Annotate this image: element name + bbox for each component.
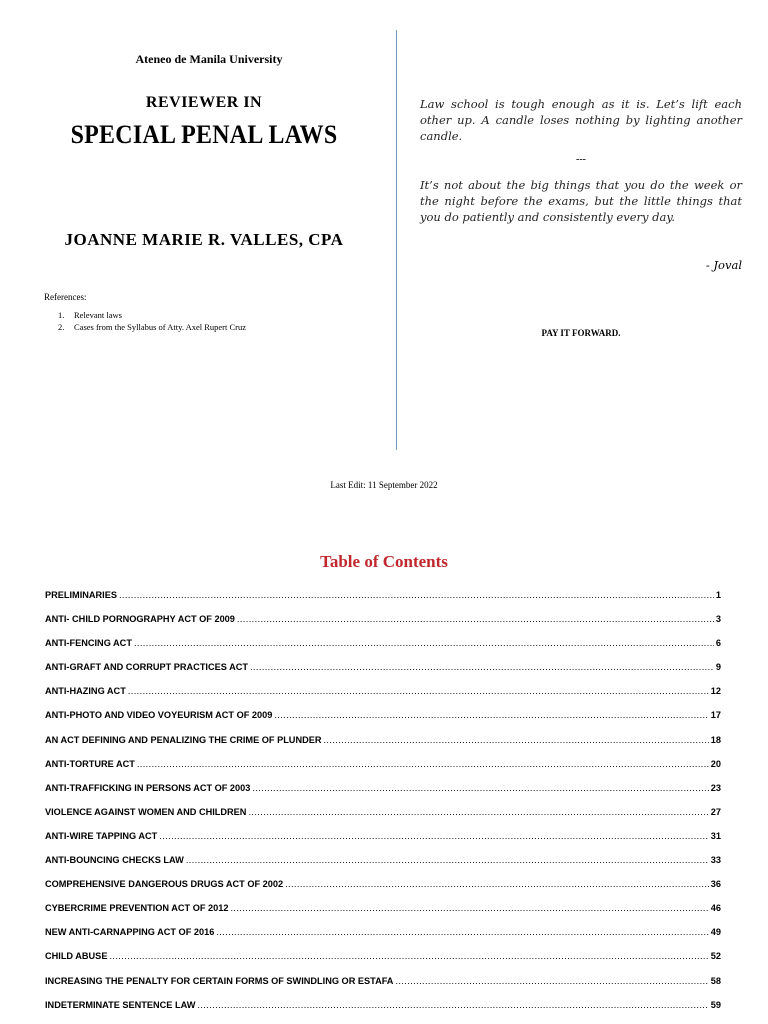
toc-leader-dots <box>159 831 708 841</box>
toc-entry-title: CYBERCRIME PREVENTION ACT OF 2012 <box>45 903 229 914</box>
toc-entry[interactable] <box>45 783 721 807</box>
toc-entry[interactable] <box>45 855 721 879</box>
quote-candle: Law school is tough enough as it is. Let’s lift each other up. A candle loses nothing by lighting another candle. <box>420 97 742 143</box>
quote-consistency: It’s not about the big things that you do the week or the night before the exams, but the little things that you do patiently and consistently every day. <box>420 178 742 224</box>
toc-entry-page: 12 <box>710 686 721 697</box>
toc-entry[interactable] <box>45 1000 721 1024</box>
toc-entry[interactable] <box>45 662 721 686</box>
reference-item <box>58 310 246 320</box>
toc-entry-title: PRELIMINARIES <box>45 590 117 600</box>
author-name: JOANNE MARIE R. VALLES, CPA <box>64 230 344 249</box>
toc-entry-title: ANTI-HAZING ACT <box>45 686 126 697</box>
toc-entry[interactable] <box>45 614 721 638</box>
toc-entry[interactable] <box>45 951 721 975</box>
toc-entry-page: 49 <box>710 927 721 938</box>
toc-entry-page: 31 <box>710 830 721 841</box>
toc-entry-page: 3 <box>715 614 721 625</box>
references-label: References: <box>44 292 87 302</box>
quote-signature: - Joval <box>705 258 742 272</box>
toc-entry-title: ANTI-PHOTO AND VIDEO VOYEURISM ACT OF 2009 <box>45 710 273 721</box>
toc-entry-title: COMPREHENSIVE DANGEROUS DRUGS ACT OF 2002 <box>45 879 284 890</box>
toc-entry-page: 36 <box>710 879 721 890</box>
toc-entry-title: CHILD ABUSE <box>45 951 108 962</box>
toc-entry-title: INCREASING THE PENALTY FOR CERTAIN FORMS OF SWINDLING OR ESTAFA <box>45 975 394 986</box>
toc-entry[interactable] <box>45 638 721 662</box>
toc-entry-page: 33 <box>710 855 721 866</box>
references-list <box>58 310 246 334</box>
toc-leader-dots <box>134 638 714 648</box>
toc-entry-title: ANTI-GRAFT AND CORRUPT PRACTICES ACT <box>45 662 248 673</box>
reference-text: Cases from the Syllabus of Atty. Axel Rupert Cruz <box>74 322 247 332</box>
toc-entry-page: 1 <box>715 590 721 600</box>
toc-leader-dots <box>128 686 709 696</box>
toc-entry-page: 23 <box>710 782 721 793</box>
toc-entry-title: ANTI-BOUNCING CHECKS LAW <box>45 855 184 866</box>
toc-leader-dots <box>252 783 708 793</box>
toc-entry[interactable] <box>45 976 721 1000</box>
toc-leader-dots <box>197 1000 708 1010</box>
toc-entry[interactable] <box>45 903 721 927</box>
toc-entry-title: INDETERMINATE SENTENCE LAW <box>45 999 196 1010</box>
toc-entry-title: VIOLENCE AGAINST WOMEN AND CHILDREN <box>45 806 247 817</box>
toc-entry-title: AN ACT DEFINING AND PENALIZING THE CRIME OF PLUNDER <box>45 734 322 745</box>
reference-text: Relevant laws <box>74 310 122 320</box>
reference-number: 1. <box>58 310 65 320</box>
toc-entry-page: 46 <box>710 903 721 914</box>
reviewer-in-heading: REVIEWER IN <box>145 94 263 111</box>
toc-entry[interactable] <box>45 759 721 783</box>
toc-entry-title: ANTI- CHILD PORNOGRAPHY ACT OF 2009 <box>45 614 235 625</box>
toc-leader-dots <box>248 807 708 817</box>
toc-entry[interactable] <box>45 927 721 951</box>
toc-entry-page: 59 <box>710 999 721 1010</box>
toc-entry-page: 58 <box>710 975 721 986</box>
toc-leader-dots <box>216 927 708 937</box>
toc-leader-dots <box>109 951 708 961</box>
toc-entry-title: ANTI-FENCING ACT <box>45 638 132 649</box>
toc-entry[interactable] <box>45 590 721 614</box>
toc-leader-dots <box>137 759 709 769</box>
toc-leader-dots <box>323 735 708 745</box>
toc-leader-dots <box>186 855 709 865</box>
reference-item <box>58 322 246 332</box>
toc-entry[interactable] <box>45 735 721 759</box>
toc-entry-title: ANTI-WIRE TAPPING ACT <box>45 830 158 841</box>
toc-list <box>45 590 721 1024</box>
toc-entry-page: 20 <box>710 758 721 769</box>
toc-leader-dots <box>274 710 708 720</box>
toc-entry[interactable] <box>45 686 721 710</box>
toc-entry-page: 9 <box>715 662 721 673</box>
university-name: Ateneo de Manila University <box>135 52 283 66</box>
toc-entry-page: 17 <box>710 710 721 721</box>
toc-entry-title: ANTI-TRAFFICKING IN PERSONS ACT OF 2003 <box>45 782 251 793</box>
toc-leader-dots <box>250 662 714 672</box>
toc-entry[interactable] <box>45 879 721 903</box>
toc-entry-title: NEW ANTI-CARNAPPING ACT OF 2016 <box>45 927 215 938</box>
toc-entry[interactable] <box>45 710 721 734</box>
toc-leader-dots <box>285 879 709 889</box>
toc-title: Table of Contents <box>320 552 448 571</box>
pay-it-forward: PAY IT FORWARD. <box>541 328 621 338</box>
quote-separator: --- <box>576 154 586 165</box>
toc-leader-dots <box>119 590 714 600</box>
toc-entry-title: ANTI-TORTURE ACT <box>45 758 135 769</box>
toc-entry-page: 6 <box>715 638 721 649</box>
last-edit-date: Last Edit: 11 September 2022 <box>330 480 438 490</box>
toc-entry[interactable] <box>45 831 721 855</box>
toc-leader-dots <box>237 614 714 624</box>
reference-number: 2. <box>58 322 65 332</box>
toc-entry-page: 18 <box>710 734 721 745</box>
toc-entry-page: 52 <box>710 951 721 962</box>
toc-leader-dots <box>230 903 708 913</box>
toc-entry[interactable] <box>45 807 721 831</box>
toc-entry-page: 27 <box>710 806 721 817</box>
document-title: SPECIAL PENAL LAWS <box>70 120 338 149</box>
toc-leader-dots <box>395 976 708 986</box>
